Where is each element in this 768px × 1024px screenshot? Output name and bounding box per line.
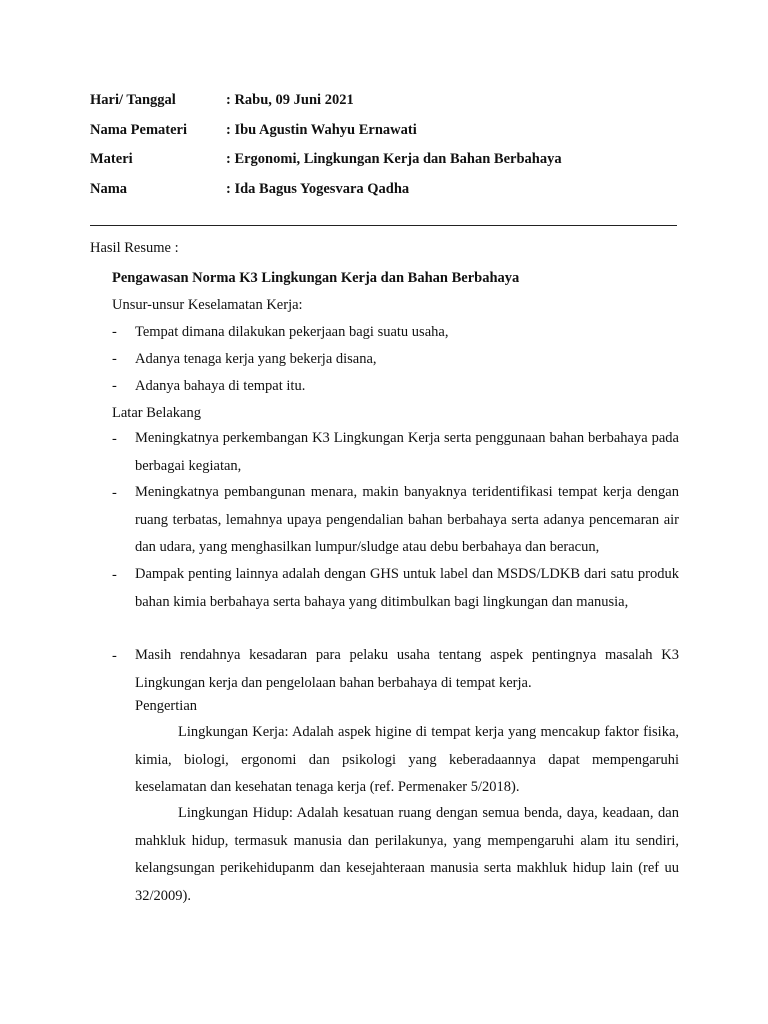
list-item: Adanya bahaya di tempat itu. [135, 378, 306, 394]
header-label: Nama Pemateri [90, 122, 188, 138]
header-label: Hari/ Tanggal [90, 92, 176, 108]
header-value: : Ibu Agustin Wahyu Ernawati [226, 122, 417, 138]
hasil-resume-label: Hasil Resume : [90, 240, 179, 256]
header-label: Nama [90, 181, 128, 197]
header-value: : Ergonomi, Lingkungan Kerja dan Bahan Berbahaya [226, 151, 562, 167]
header-value: : Ida Bagus Yogesvara Qadha [226, 181, 410, 197]
list-dash: - [112, 324, 117, 340]
header-label: Materi [90, 151, 133, 167]
list-item: Masih rendahnya kesadaran para pelaku usaha tentang aspek pentingnya masalah K3 Lingkungan kerja dan pengelolaan bahan berbahaya di tempat kerja. [135, 647, 679, 691]
list-item: Tempat dimana dilakukan pekerjaan bagi suatu usaha, [135, 324, 449, 340]
header-value: : Rabu, 09 Juni 2021 [226, 92, 354, 108]
list-item: Meningkatnya pembangunan menara, makin banyaknya teridentifikasi tempat kerja dengan ruang terbatas, lemahnya upaya pengendalian bahan berbahaya serta adanya pencemaran air dan udara, yang menghasilkan lumpur/sludge atau debu berbahaya dan beracun, [135, 484, 679, 555]
list-dash: - [112, 485, 117, 501]
list-dash: - [112, 567, 117, 583]
list-item: Dampak penting lainnya adalah dengan GHS untuk label dan MSDS/LDKB dari satu produk bahan kimia berbahaya serta bahaya yang ditimbulkan bagi lingkungan dan manusia, [135, 566, 679, 610]
list-dash: - [112, 648, 117, 664]
list-item: Meningkatnya perkembangan K3 Lingkungan Kerja serta penggunaan bahan berbahaya pada berbagai kegiatan, [135, 430, 679, 474]
definition-paragraph: Lingkungan Kerja: Adalah aspek higine di tempat kerja yang mencakup faktor fisika, kimia, biologi, ergonomi dan psikologi yang keberadaannya dapat mempengaruhi keselamatan dan kesehatan tenaga kerja (ref. Permenaker 5/2018). [135, 724, 679, 795]
list-dash: - [112, 378, 117, 394]
header-divider [90, 225, 677, 226]
unsur-heading: Unsur-unsur Keselamatan Kerja: [112, 297, 303, 313]
latar-heading: Latar Belakang [112, 405, 201, 421]
list-dash: - [112, 351, 117, 367]
list-item: Adanya tenaga kerja yang bekerja disana, [135, 351, 377, 367]
definition-paragraph: Lingkungan Hidup: Adalah kesatuan ruang dengan semua benda, daya, keadaan, dan mahkluk hidup, termasuk manusia dan perilakunya, yang mempengaruhi alam itu sendiri, kelangsungan perikehidupanm dan kesejahteraan manusia serta makhluk hidup lain (ref uu 32/2009). [135, 805, 679, 904]
pengertian-heading: Pengertian [135, 698, 198, 714]
list-dash: - [112, 431, 117, 447]
section-title: Pengawasan Norma K3 Lingkungan Kerja dan Bahan Berbahaya [112, 270, 520, 286]
